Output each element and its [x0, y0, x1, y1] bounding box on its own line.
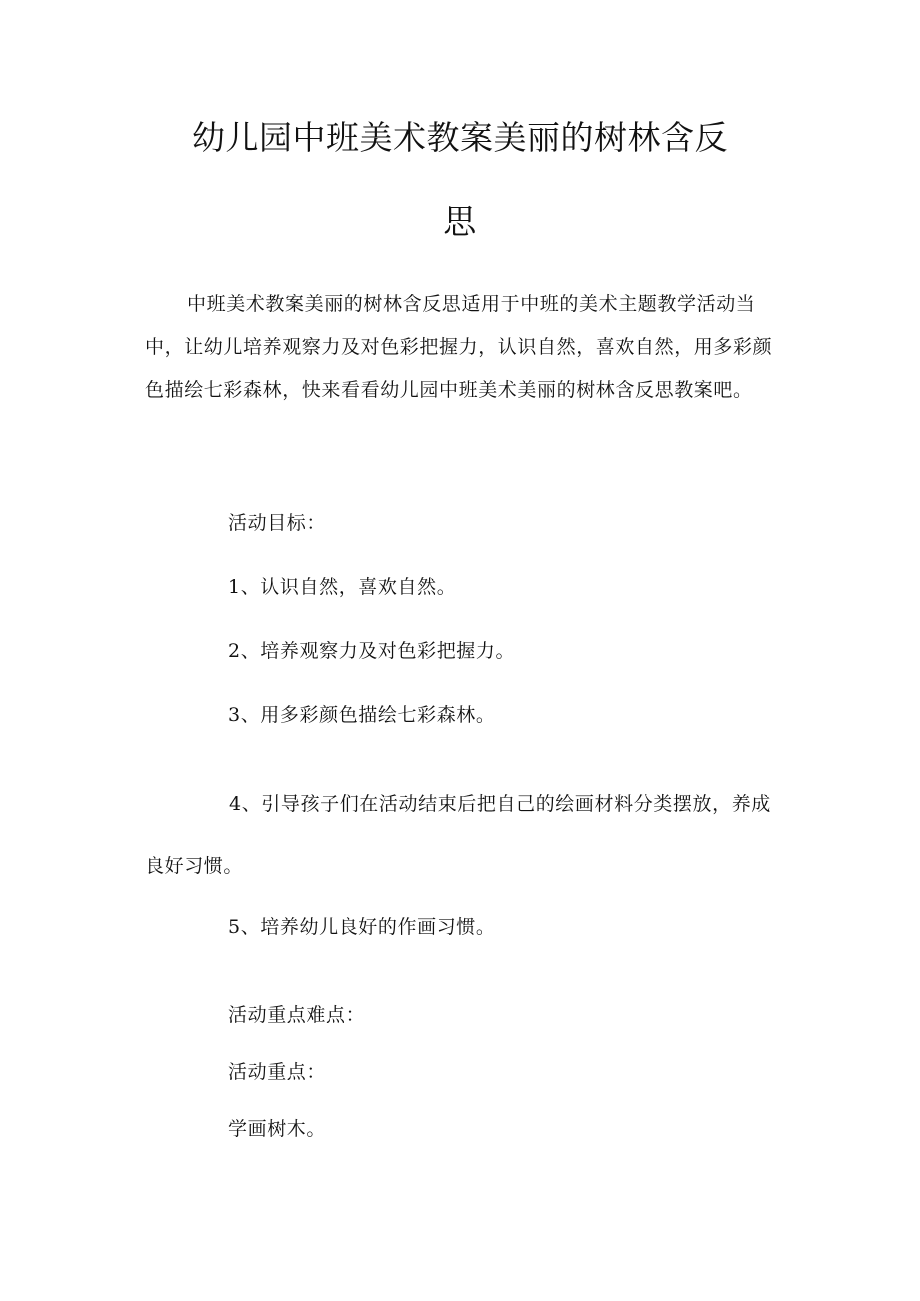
document-title-line2: 思 [443, 202, 477, 241]
key-points-heading: 活动重点难点： [228, 1004, 366, 1026]
goal-item-5: 5、培养幼儿良好的作画习惯。 [228, 916, 496, 938]
goals-heading: 活动目标： [228, 512, 327, 534]
goal-item-3: 3、用多彩颜色描绘七彩森林。 [228, 704, 496, 726]
goal-item-2: 2、培养观察力及对色彩把握力。 [228, 640, 516, 662]
focus-text: 学画树木。 [228, 1118, 327, 1140]
document-title-line1: 幼儿园中班美术教案美丽的树林含反 [192, 118, 728, 157]
intro-paragraph: 中班美术教案美丽的树林含反思适用于中班的美术主题教学活动当中，让幼儿培养观察力及对色彩把握力，认识自然，喜欢自然，用多彩颜色描绘七彩森林，快来看看幼儿园中班美术美丽的树林含反思教案吧。 [145, 293, 773, 401]
focus-heading: 活动重点： [228, 1061, 327, 1083]
goal-item-4: 4、引导孩子们在活动结束后把自己的绘画材料分类摆放，养成良好习惯。 [145, 793, 771, 877]
goal-item-1: 1、认识自然，喜欢自然。 [228, 576, 457, 598]
